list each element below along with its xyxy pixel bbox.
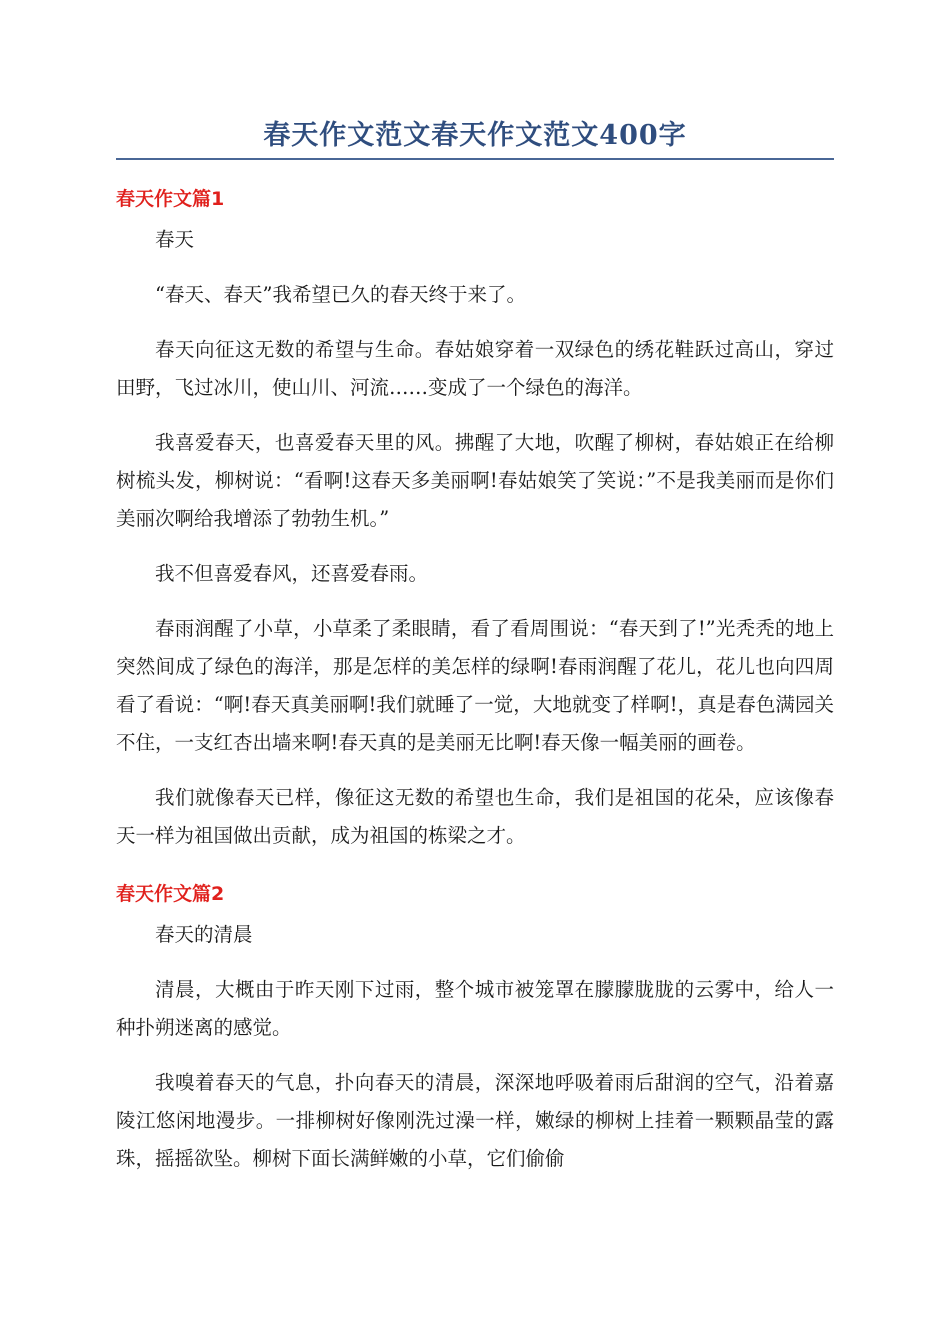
paragraph: 春雨润醒了小草，小草柔了柔眼睛，看了看周围说：“春天到了!”光秃秃的地上突然间成了绿色的海洋，那是怎样的美怎样的绿啊!春雨润醒了花儿，花儿也向四周看了看说：“啊!春天真美丽啊!我们就睡了一觉，大地就变了样啊!，真是春色满园关不住，一支红杏出墙来啊!春天真的是美丽无比啊!春天像一幅美丽的画卷。: [116, 617, 834, 754]
section-heading: 春天作文篇2: [116, 883, 225, 905]
essay-title: 春天: [155, 228, 195, 251]
section-heading: 春天作文篇1: [116, 188, 225, 210]
essay-title: 春天的清晨: [155, 923, 253, 946]
title-divider: [116, 158, 834, 160]
document-page: [116, 0, 834, 1178]
essay-section-2: [116, 880, 834, 1178]
document-title: 春天作文范文春天作文范文400字: [263, 120, 687, 151]
paragraph: 我喜爱春天，也喜爱春天里的风。拂醒了大地，吹醒了柳树，春姑娘正在给柳树梳头发，柳树说：“看啊!这春天多美丽啊!春姑娘笑了笑说：”不是我美丽而是你们美丽次啊给我增添了勃勃生机。”: [116, 431, 834, 530]
paragraph: 我不但喜爱春风，还喜爱春雨。: [155, 562, 429, 585]
paragraph: “春天、春天”我希望已久的春天终于来了。: [155, 283, 526, 306]
essay-section-1: [116, 185, 834, 855]
paragraph: 我们就像春天已样，像征这无数的希望也生命，我们是祖国的花朵，应该像春天一样为祖国做出贡献，成为祖国的栋梁之才。: [116, 786, 834, 847]
paragraph: 春天向征这无数的希望与生命。春姑娘穿着一双绿色的绣花鞋跃过高山，穿过田野，飞过冰川，使山川、河流……变成了一个绿色的海洋。: [116, 338, 834, 399]
paragraph: 我嗅着春天的气息，扑向春天的清晨，深深地呼吸着雨后甜润的空气，沿着嘉陵江悠闲地漫步。一排柳树好像刚洗过澡一样，嫩绿的柳树上挂着一颗颗晶莹的露珠，摇摇欲坠。柳树下面长满鲜嫩的小草，它们偷偷: [116, 1071, 834, 1170]
paragraph: 清晨，大概由于昨天刚下过雨，整个城市被笼罩在朦朦胧胧的云雾中，给人一种扑朔迷离的感觉。: [116, 978, 834, 1039]
